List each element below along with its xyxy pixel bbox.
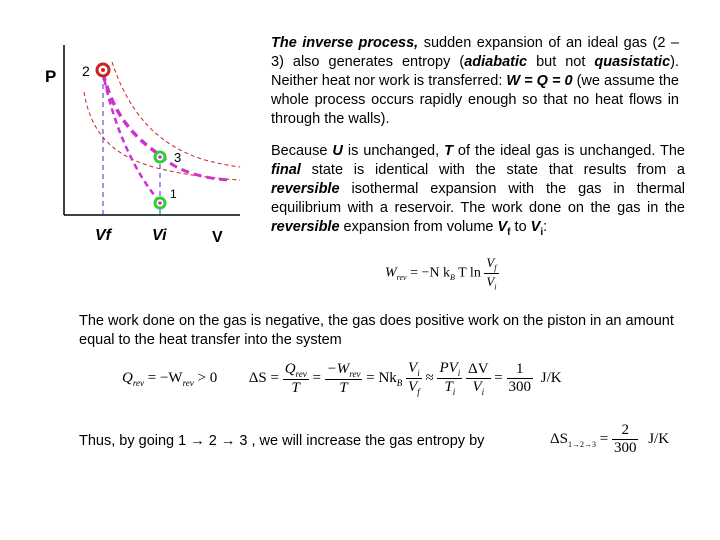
paragraph-unchanged-energy: Because U is unchanged, T of the ideal gas is unchanged. The final state is identical with the state that results from a reversible isothermal expansion with the gas in thermal equilibrium with a reservoir. The work done on the gas in the reversible expansion from volume $V_f$ to $V_i$: bbox=[271, 143, 685, 238]
process-curve-2-3 bbox=[103, 73, 160, 155]
equation-total-entropy: $\Delta S_{1\to 2\to 3}$ = $\frac{2}{300}$ J/K bbox=[550, 422, 670, 456]
process-curve-3-1 bbox=[160, 155, 228, 180]
point-1-label: 1 bbox=[170, 187, 177, 201]
equation-entropy-change: $Q_{rev} = -W_{rev} > 0$ ΔS = $\frac{Q_{rev}}{T}$ = $\frac{-W_{rev}}{T}$ = $Nk_B$ $\frac{V_i}{V_f}$ ≈ $\frac{PV_i}{T_i}$ $\frac{\Delta V}{V_i}$ = $\frac{1}{300}$ J/K bbox=[122, 360, 562, 397]
point-3-label: 3 bbox=[174, 150, 182, 165]
para1-lead: The inverse process, bbox=[271, 35, 419, 51]
axis-x-label: V bbox=[212, 229, 223, 246]
paragraph-negative-work: The work done on the gas is negative, the gas does positive work on the piston in an amount equal to the heat transfer into the system bbox=[79, 313, 674, 348]
equation-reversible-work: $W_{rev} = -N$ $k_B$ T ln $\frac{V_f}{V_i}$ bbox=[385, 255, 497, 292]
tick-vi-label: Vi bbox=[152, 227, 167, 244]
tick-vf-label: Vf bbox=[95, 227, 111, 244]
isotherm-lower bbox=[84, 92, 240, 180]
paragraph-inverse-process: The inverse process, sudden expansion of an ideal gas (2 – 3) also generates entropy (adiabatic but not quasistatic). Neither heat nor work is transferred: W = Q = 0 (we assume the whole process occurs rapidly enough so that no heat flows in through the walls). bbox=[271, 35, 680, 127]
point-2-label: 2 bbox=[82, 63, 90, 79]
eq2-left: $Q_{rev} = -W_{rev} > 0$ bbox=[122, 369, 218, 388]
axis-y-label: P bbox=[45, 67, 57, 86]
pv-diagram bbox=[0, 0, 270, 250]
process-curve-1-2 bbox=[103, 73, 160, 202]
paragraph-total-entropy: Thus, by going 1 → 2 → 3 , we will increase the gas entropy by bbox=[79, 433, 485, 449]
